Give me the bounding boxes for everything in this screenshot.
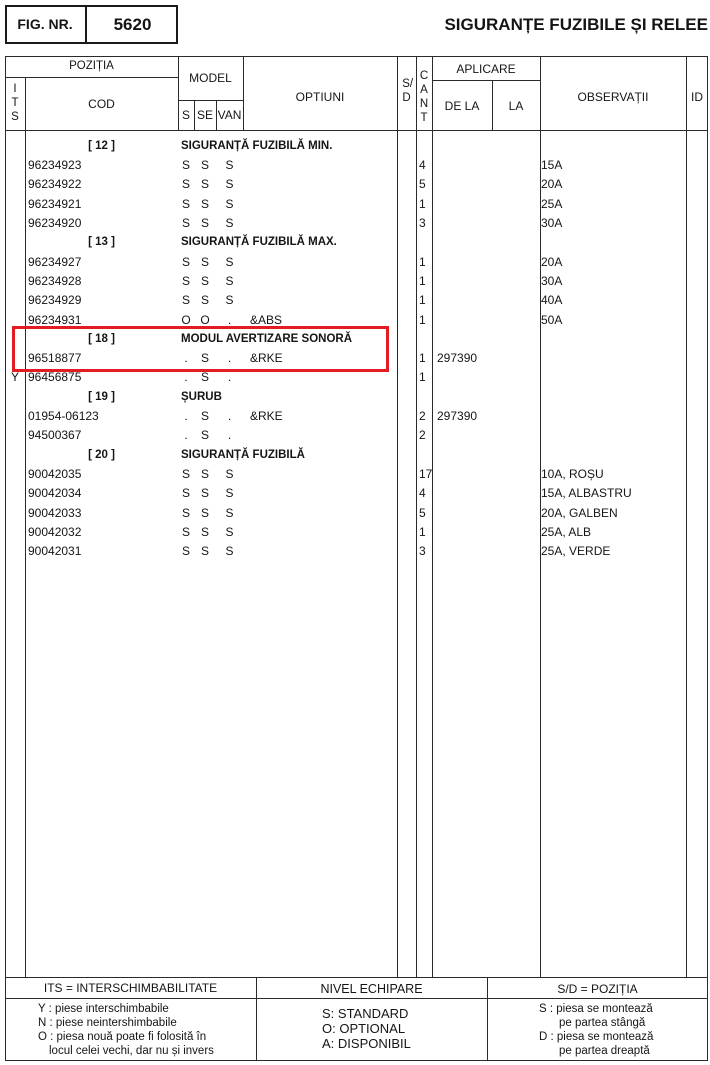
model-van: . bbox=[227, 351, 232, 366]
header-bottom-border bbox=[5, 130, 708, 131]
model-se: S bbox=[200, 409, 209, 424]
model-s: S bbox=[181, 544, 190, 559]
its-legend-line: locul celei vechi, dar nu și invers bbox=[49, 1045, 214, 1057]
de-la-header: DE LA bbox=[444, 99, 480, 113]
quantity: 4 bbox=[419, 158, 426, 173]
part-code: 96234920 bbox=[28, 216, 82, 231]
its-flag: Y bbox=[10, 370, 19, 385]
quantity: 1 bbox=[419, 312, 426, 327]
cant-header-label: CANT bbox=[419, 70, 429, 124]
model-van: S bbox=[225, 177, 234, 192]
model-se-header: SE bbox=[196, 108, 213, 122]
quantity: 5 bbox=[419, 505, 426, 520]
part-code: 90042034 bbox=[28, 486, 82, 501]
observation: 20A bbox=[541, 177, 563, 192]
model-se: S bbox=[200, 486, 209, 501]
quantity: 3 bbox=[419, 216, 426, 231]
model-s: S bbox=[181, 254, 190, 269]
group-row bbox=[0, 233, 710, 252]
part-code: 96234927 bbox=[28, 254, 82, 269]
group-title: MODUL AVERTIZARE SONORĂ bbox=[181, 332, 353, 345]
quantity: 4 bbox=[419, 486, 426, 501]
model-van: S bbox=[225, 196, 234, 211]
observation: 40A bbox=[541, 293, 563, 308]
quantity: 1 bbox=[419, 254, 426, 269]
part-row bbox=[0, 272, 710, 291]
part-code: 96234929 bbox=[28, 293, 82, 308]
model-header: MODEL bbox=[189, 71, 232, 85]
sd-legend-line: pe partea dreaptă bbox=[559, 1045, 650, 1057]
part-code: 96234921 bbox=[28, 196, 82, 211]
option-code: &RKE bbox=[250, 409, 283, 424]
group-title: SIGURANȚĂ FUZIBILĂ bbox=[181, 448, 305, 461]
model-s: S bbox=[181, 177, 190, 192]
group-position: [ 19 ] bbox=[88, 390, 115, 403]
model-van: S bbox=[225, 524, 234, 539]
part-row bbox=[0, 253, 710, 272]
observation: 30A bbox=[541, 216, 563, 231]
model-se: S bbox=[200, 158, 209, 173]
model-van: . bbox=[227, 428, 232, 443]
part-row bbox=[0, 407, 710, 426]
observation: 25A, VERDE bbox=[541, 544, 611, 559]
part-code: 90042031 bbox=[28, 544, 82, 559]
aplicare-divider bbox=[432, 80, 540, 81]
model-s: S bbox=[181, 505, 190, 520]
part-code: 96234931 bbox=[28, 312, 82, 327]
model-se: S bbox=[200, 544, 209, 559]
model-se: S bbox=[200, 505, 209, 520]
part-code: 96234928 bbox=[28, 273, 82, 288]
optiuni-header: OPTIUNI bbox=[295, 90, 345, 104]
model-van: S bbox=[225, 254, 234, 269]
cant-header bbox=[416, 69, 432, 125]
group-position: [ 12 ] bbox=[88, 139, 115, 152]
model-van: S bbox=[225, 216, 234, 231]
model-s: S bbox=[181, 293, 190, 308]
observation: 15A, ALBASTRU bbox=[541, 486, 632, 501]
model-s: . bbox=[184, 428, 188, 443]
model-se: S bbox=[200, 351, 209, 366]
figure-number: 5620 bbox=[113, 15, 152, 34]
model-se: S bbox=[200, 428, 209, 443]
model-se: O bbox=[200, 312, 210, 327]
model-van: S bbox=[225, 505, 234, 520]
part-code: 96234923 bbox=[28, 158, 82, 173]
part-code: 90042035 bbox=[28, 466, 82, 481]
model-van: . bbox=[227, 312, 232, 327]
model-se: S bbox=[200, 293, 209, 308]
model-s: S bbox=[181, 466, 190, 481]
observation: 15A bbox=[541, 158, 563, 173]
model-s: S bbox=[181, 273, 190, 288]
model-se: S bbox=[200, 216, 209, 231]
its-legend-line: N : piese neintershimbabile bbox=[38, 1017, 177, 1029]
page-title: SIGURANȚE FUZIBILE ȘI RELEE bbox=[444, 15, 708, 34]
part-row bbox=[0, 465, 710, 484]
model-s: O bbox=[181, 312, 191, 327]
model-s: . bbox=[184, 370, 188, 385]
model-van: S bbox=[225, 486, 234, 501]
model-van: S bbox=[225, 293, 234, 308]
group-position: [ 13 ] bbox=[88, 236, 115, 249]
model-s: S bbox=[181, 524, 190, 539]
quantity: 1 bbox=[419, 273, 426, 288]
group-row bbox=[0, 388, 710, 407]
model-se: S bbox=[200, 524, 209, 539]
part-code: 90042033 bbox=[28, 505, 82, 520]
footer-bottom-border bbox=[5, 1060, 708, 1061]
part-row bbox=[0, 426, 710, 445]
nivel-legend-line: O: OPTIONAL bbox=[322, 1021, 406, 1036]
model-van: S bbox=[225, 158, 234, 173]
part-row bbox=[0, 504, 710, 523]
model-s: S bbox=[181, 196, 190, 211]
part-row bbox=[0, 523, 710, 542]
quantity: 5 bbox=[419, 177, 426, 192]
group-position: [ 18 ] bbox=[88, 332, 115, 345]
table-top-border bbox=[5, 56, 708, 57]
observation: 50A bbox=[541, 312, 563, 327]
part-code: 90042032 bbox=[28, 524, 82, 539]
observation: 20A, GALBEN bbox=[541, 505, 618, 520]
model-s: S bbox=[181, 216, 190, 231]
nivel-legend-line: A: DISPONIBIL bbox=[322, 1036, 411, 1051]
model-van: S bbox=[225, 544, 234, 559]
quantity: 2 bbox=[419, 409, 426, 424]
option-code: &RKE bbox=[250, 351, 283, 366]
part-code: 01954-06123 bbox=[28, 409, 99, 424]
option-code: &ABS bbox=[250, 312, 283, 327]
model-se: S bbox=[200, 370, 209, 385]
group-row bbox=[0, 446, 710, 465]
application-from: 297390 bbox=[437, 409, 478, 424]
sd-header bbox=[397, 77, 416, 105]
quantity: 1 bbox=[419, 524, 426, 539]
model-s-header: S bbox=[181, 108, 190, 122]
pozitia-header: POZIȚIA bbox=[69, 60, 114, 72]
part-code: 96518877 bbox=[28, 351, 82, 366]
group-title: SIGURANȚĂ FUZIBILĂ MAX. bbox=[181, 236, 337, 249]
part-code: 96234922 bbox=[28, 177, 82, 192]
model-se: S bbox=[200, 177, 209, 192]
application-from: 297390 bbox=[437, 351, 478, 366]
model-se: S bbox=[200, 466, 209, 481]
part-code: 94500367 bbox=[28, 428, 82, 443]
observation: 20A bbox=[541, 254, 563, 269]
sd-legend-line: S : piesa se montează bbox=[539, 1003, 653, 1015]
model-s: S bbox=[181, 486, 190, 501]
model-s: . bbox=[184, 409, 188, 424]
its-legend-line: Y : piese interschimbabile bbox=[38, 1003, 169, 1015]
part-row bbox=[0, 175, 710, 194]
model-se: S bbox=[200, 196, 209, 211]
part-row bbox=[0, 542, 710, 561]
nivel-legend-title: NIVEL ECHIPARE bbox=[320, 982, 423, 996]
quantity: 1 bbox=[419, 351, 426, 366]
quantity: 2 bbox=[419, 428, 426, 443]
model-van: S bbox=[225, 273, 234, 288]
observatii-header: OBSERVAȚII bbox=[577, 90, 649, 104]
model-se: S bbox=[200, 273, 209, 288]
quantity: 1 bbox=[419, 293, 426, 308]
part-row bbox=[0, 156, 710, 175]
observation: 25A, ALB bbox=[541, 524, 592, 539]
la-header: LA bbox=[508, 99, 524, 113]
quantity: 1 bbox=[419, 370, 426, 385]
part-row bbox=[0, 195, 710, 214]
pozitia-divider bbox=[5, 77, 178, 78]
sd-legend-title: S/D = POZIȚIA bbox=[557, 982, 638, 996]
model-s: . bbox=[184, 351, 188, 366]
sd-header-label: S/D bbox=[402, 78, 414, 104]
model-s: S bbox=[181, 158, 190, 173]
highlight-box bbox=[12, 326, 389, 372]
part-row bbox=[0, 214, 710, 233]
model-van: . bbox=[227, 409, 232, 424]
model-se: S bbox=[200, 254, 209, 269]
its-legend-line: O : piesa nouă poate fi folosită în bbox=[38, 1031, 207, 1043]
aplicare-header: APLICARE bbox=[456, 62, 516, 76]
cod-header: COD bbox=[88, 97, 115, 111]
model-van-header: VAN bbox=[217, 108, 242, 122]
group-row bbox=[0, 137, 710, 156]
its-header bbox=[5, 82, 25, 124]
group-title: ȘURUB bbox=[181, 390, 222, 403]
quantity: 3 bbox=[419, 544, 426, 559]
model-van: . bbox=[227, 370, 232, 385]
table-bottom-border bbox=[5, 977, 708, 978]
group-title: SIGURANȚĂ FUZIBILĂ MIN. bbox=[181, 139, 333, 152]
part-row bbox=[0, 484, 710, 503]
part-row bbox=[0, 291, 710, 310]
its-header-label: ITS bbox=[11, 83, 19, 123]
model-van: S bbox=[225, 466, 234, 481]
model-divider bbox=[178, 100, 243, 101]
sd-legend-line: pe partea stângă bbox=[559, 1017, 646, 1029]
observation: 25A bbox=[541, 196, 563, 211]
part-code: 96456875 bbox=[28, 370, 82, 385]
quantity: 17 bbox=[419, 466, 433, 481]
observation: 10A, ROȘU bbox=[541, 466, 604, 481]
quantity: 1 bbox=[419, 196, 426, 211]
figure-label: FIG. NR. bbox=[17, 16, 73, 32]
group-position: [ 20 ] bbox=[88, 448, 115, 461]
its-legend-title: ITS = INTERSCHIMBABILITATE bbox=[43, 981, 218, 995]
nivel-legend-line: S: STANDARD bbox=[322, 1006, 409, 1021]
observation: 30A bbox=[541, 273, 563, 288]
footer-title-line bbox=[5, 998, 708, 999]
id-header: ID bbox=[691, 90, 703, 104]
sd-legend-line: D : piesa se montează bbox=[539, 1031, 654, 1043]
